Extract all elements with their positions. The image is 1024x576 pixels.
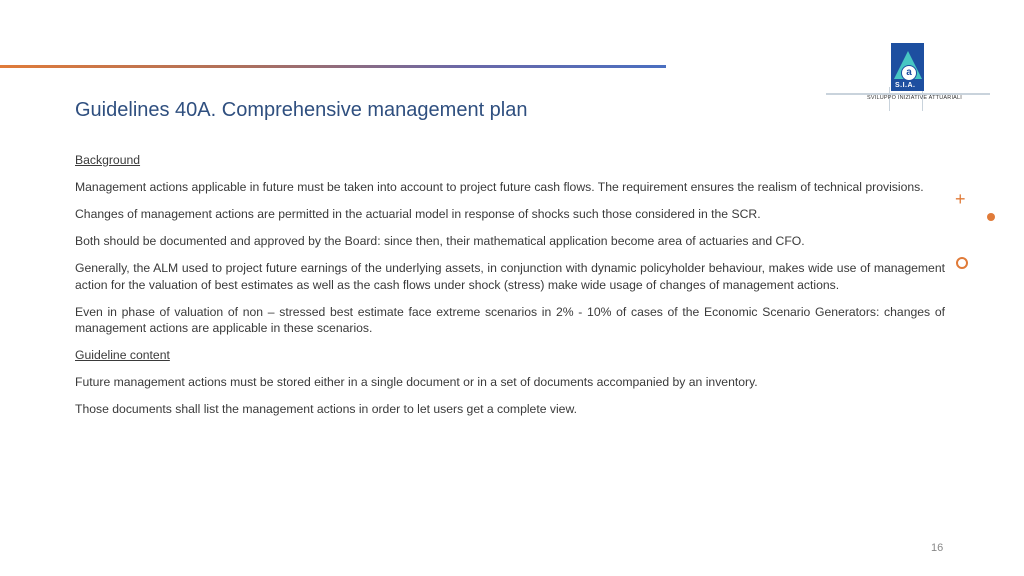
page-number: 16 (931, 542, 944, 554)
plus-decoration-icon: + (955, 189, 966, 209)
dot-decoration-icon (987, 213, 995, 221)
background-paragraph: Even in phase of valuation of non – stressed best estimate face extreme scenarios in 2% - 10% of cases of the Economic Scenario Generators: changes of management actions are applicable in these scenarios. (75, 304, 945, 335)
background-paragraph: Management actions applicable in future must be taken into account to project future cash flows. The requirement ensures the realism of technical provisions. (75, 180, 924, 194)
ring-decoration-icon (956, 257, 968, 269)
guideline-paragraph: Those documents shall list the management actions in order to let users get a complete view. (75, 402, 577, 416)
background-paragraph: Both should be documented and approved by the Board: since then, their mathematical application become area of actuaries and CFO. (75, 234, 805, 248)
logo-tagline: SVILUPPO INIZIATIVE ATTUARIALI (867, 95, 963, 101)
background-header: Background (75, 153, 141, 167)
guideline-header: Guideline content (75, 348, 170, 362)
slide-title: Guidelines 40A. Comprehensive management plan (75, 99, 528, 121)
background-paragraph: Changes of management actions are permitted in the actuarial model in response of shocks such those considered in the SCR. (75, 207, 761, 221)
logo-circle-icon: a (901, 65, 917, 81)
logo-brand-text: S.I.A. (895, 82, 916, 89)
header-accent-line (0, 65, 666, 68)
slide-content (75, 152, 945, 428)
company-logo (826, 43, 990, 113)
guideline-paragraph: Future management actions must be stored either in a single document or in a set of documents accompanied by an inventory. (75, 375, 758, 389)
background-paragraph: Generally, the ALM used to project future earnings of the underlying assets, in conjunction with dynamic policyholder behaviour, makes wide use of management action for the valuation of best estimates as well as the cash flows under shock (stress) make wide usage of changes of management actions. (75, 261, 945, 292)
